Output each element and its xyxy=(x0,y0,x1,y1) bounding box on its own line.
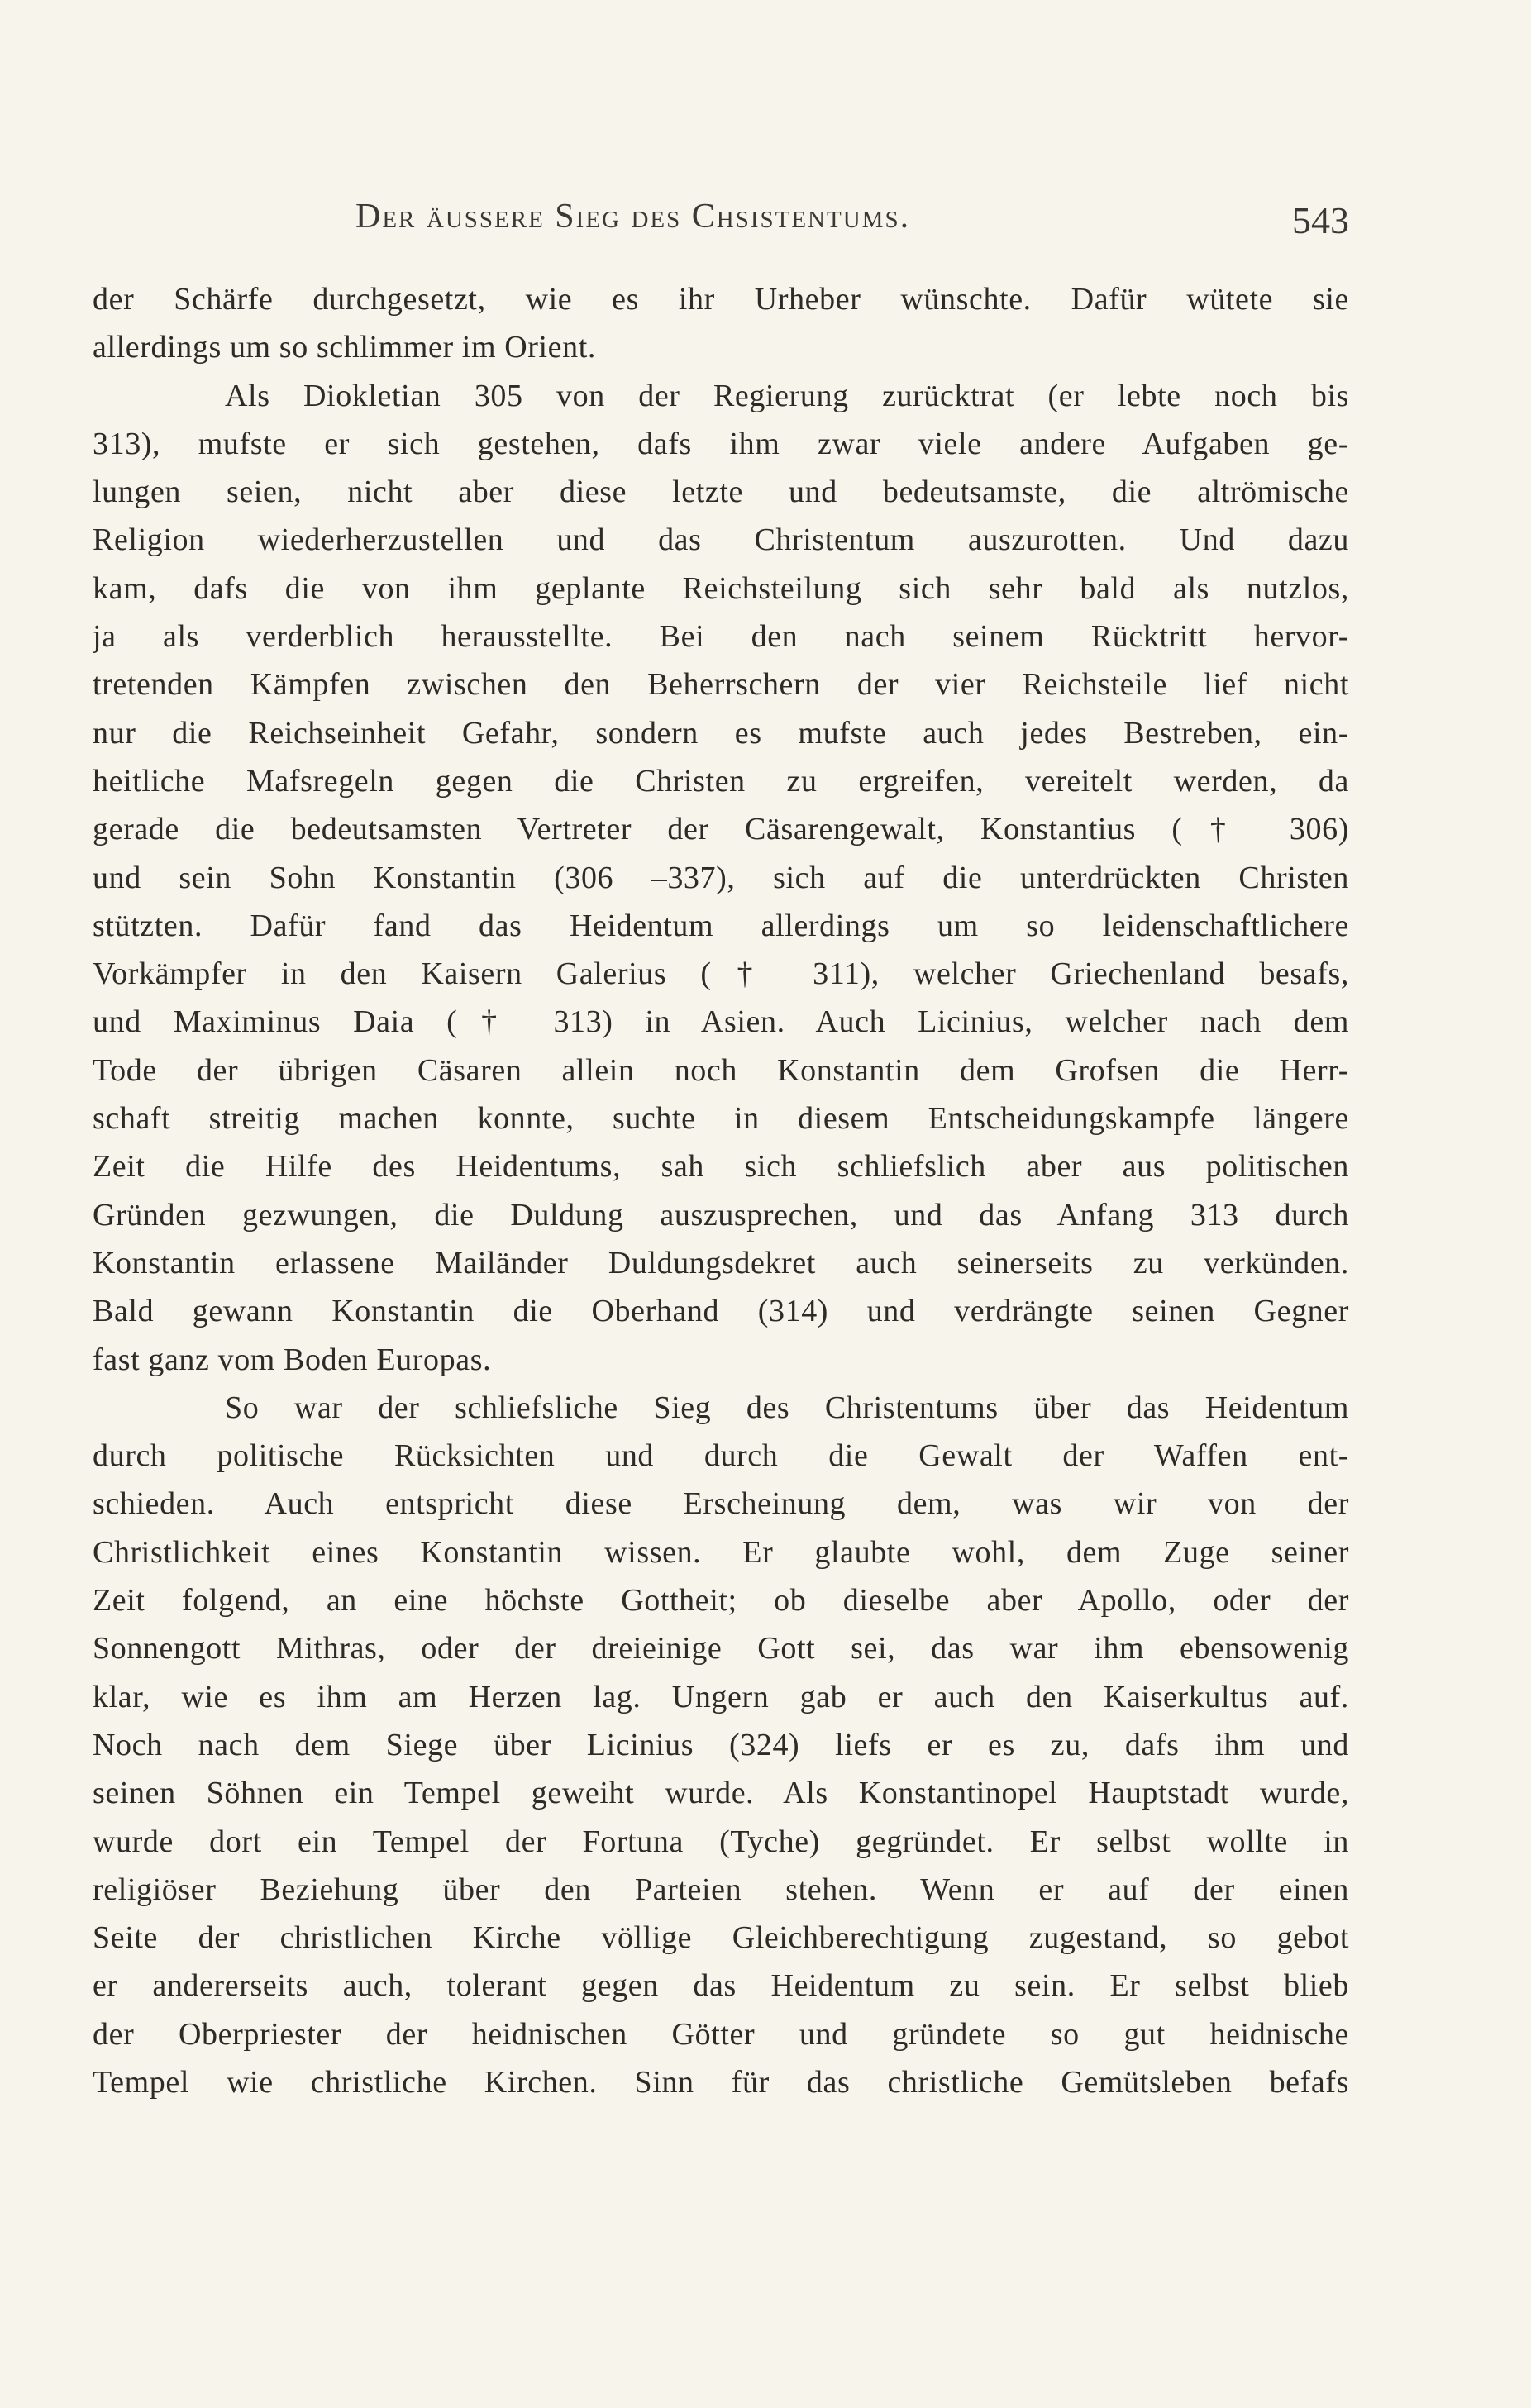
text-line: wurde dort ein Tempel der Fortuna (Tyche) gegründet. Er selbst wollte in xyxy=(93,1824,1349,1859)
text-line: und Maximinus Daia († 313) in Asien. Auch Licinius, welcher nach dem xyxy=(93,1004,1349,1040)
text-line: Konstantin erlassene Mailänder Duldungsdekret auch seinerseits zu verkünden. xyxy=(93,1245,1349,1280)
text-line: Tempel wie christliche Kirchen. Sinn für das christliche Gemütsleben befafs xyxy=(93,2064,1349,2100)
text-line: schieden. Auch entspricht diese Erscheinung dem, was wir von der xyxy=(93,1486,1349,1522)
text-line: gerade die bedeutsamsten Vertreter der Cäsarengewalt, Konstantius († 306) xyxy=(93,812,1349,847)
text-line: 313), mufste er sich gestehen, dafs ihm zwar viele andere Aufgaben ge- xyxy=(93,426,1349,461)
text-line: klar, wie es ihm am Herzen lag. Ungern gab er auch den Kaiserkultus auf. xyxy=(93,1679,1349,1714)
running-title: Der äussere Sieg des Chsistentums. xyxy=(355,198,911,236)
paragraph-start-line: So war der schliefsliche Sieg des Christentums über das Heidentum xyxy=(225,1390,1349,1425)
text-line: tretenden Kämpfen zwischen den Beherrschern der vier Reichsteile lief nicht xyxy=(93,667,1349,703)
text-line: Christlichkeit eines Konstantin wissen. Er glaubte wohl, dem Zuge seiner xyxy=(93,1534,1349,1570)
text-line: schaft streitig machen konnte, suchte in diesem Entscheidungskampfe längere xyxy=(93,1101,1349,1137)
paragraph-start-line: Als Diokletian 305 von der Regierung zurücktrat (er lebte noch bis xyxy=(225,378,1349,413)
text-line: Sonnengott Mithras, oder der dreieinige Gott sei, das war ihm ebensowenig xyxy=(93,1631,1349,1667)
running-head xyxy=(355,197,1349,246)
text-line: fast ganz vom Boden Europas. xyxy=(93,1342,492,1377)
body-text xyxy=(93,275,1349,2106)
text-line: Religion wiederherzustellen und das Christentum auszurotten. Und dazu xyxy=(93,522,1349,558)
text-line: der Oberpriester der heidnischen Götter und gründete so gut heidnische xyxy=(93,2016,1349,2052)
text-line: Tode der übrigen Cäsaren allein noch Konstantin dem Grofsen die Herr- xyxy=(93,1052,1349,1088)
text-line: stützten. Dafür fand das Heidentum allerdings um so leidenschaftlichere xyxy=(93,908,1349,943)
text-line: Vorkämpfer in den Kaisern Galerius († 311), welcher Griechenland besafs, xyxy=(93,956,1349,992)
text-line: Gründen gezwungen, die Duldung auszusprechen, und das Anfang 313 durch xyxy=(93,1197,1349,1233)
text-line: Seite der christlichen Kirche völlige Gleichberechtigung zugestand, so gebot xyxy=(93,1920,1349,1956)
page-number: 543 xyxy=(1292,199,1349,241)
text-line: ja als verderblich herausstellte. Bei den nach seinem Rücktritt hervor- xyxy=(93,619,1349,655)
text-line: seinen Söhnen ein Tempel geweiht wurde. Als Konstantinopel Hauptstadt wurde, xyxy=(93,1776,1349,1811)
text-line: Noch nach dem Siege über Licinius (324) liefs er es zu, dafs ihm und xyxy=(93,1727,1349,1762)
text-line: nur die Reichseinheit Gefahr, sondern es mufste auch jedes Bestreben, ein- xyxy=(93,715,1349,751)
text-line: Bald gewann Konstantin die Oberhand (314) und verdrängte seinen Gegner xyxy=(93,1294,1349,1329)
text-line: heitliche Mafsregeln gegen die Christen zu ergreifen, vereitelt werden, da xyxy=(93,763,1349,799)
text-line: allerdings um so schlimmer im Orient. xyxy=(93,330,596,365)
text-line: und sein Sohn Konstantin (306 –337), sich auf die unterdrückten Christen xyxy=(93,860,1349,895)
text-line: Zeit folgend, an eine höchste Gottheit; ob dieselbe aber Apollo, oder der xyxy=(93,1583,1349,1619)
text-line: lungen seien, nicht aber diese letzte und bedeutsamste, die altrömische xyxy=(93,474,1349,510)
text-line: kam, dafs die von ihm geplante Reichsteilung sich sehr bald als nutzlos, xyxy=(93,570,1349,606)
text-line: der Schärfe durchgesetzt, wie es ihr Urheber wünschte. Dafür wütete sie xyxy=(93,282,1349,317)
text-line: durch politische Rücksichten und durch die Gewalt der Waffen ent- xyxy=(93,1438,1349,1474)
text-line: Zeit die Hilfe des Heidentums, sah sich schliefslich aber aus politischen xyxy=(93,1149,1349,1185)
text-line: er andererseits auch, tolerant gegen das Heidentum zu sein. Er selbst blieb xyxy=(93,1968,1349,2004)
text-line: religiöser Beziehung über den Parteien stehen. Wenn er auf der einen xyxy=(93,1872,1349,1907)
